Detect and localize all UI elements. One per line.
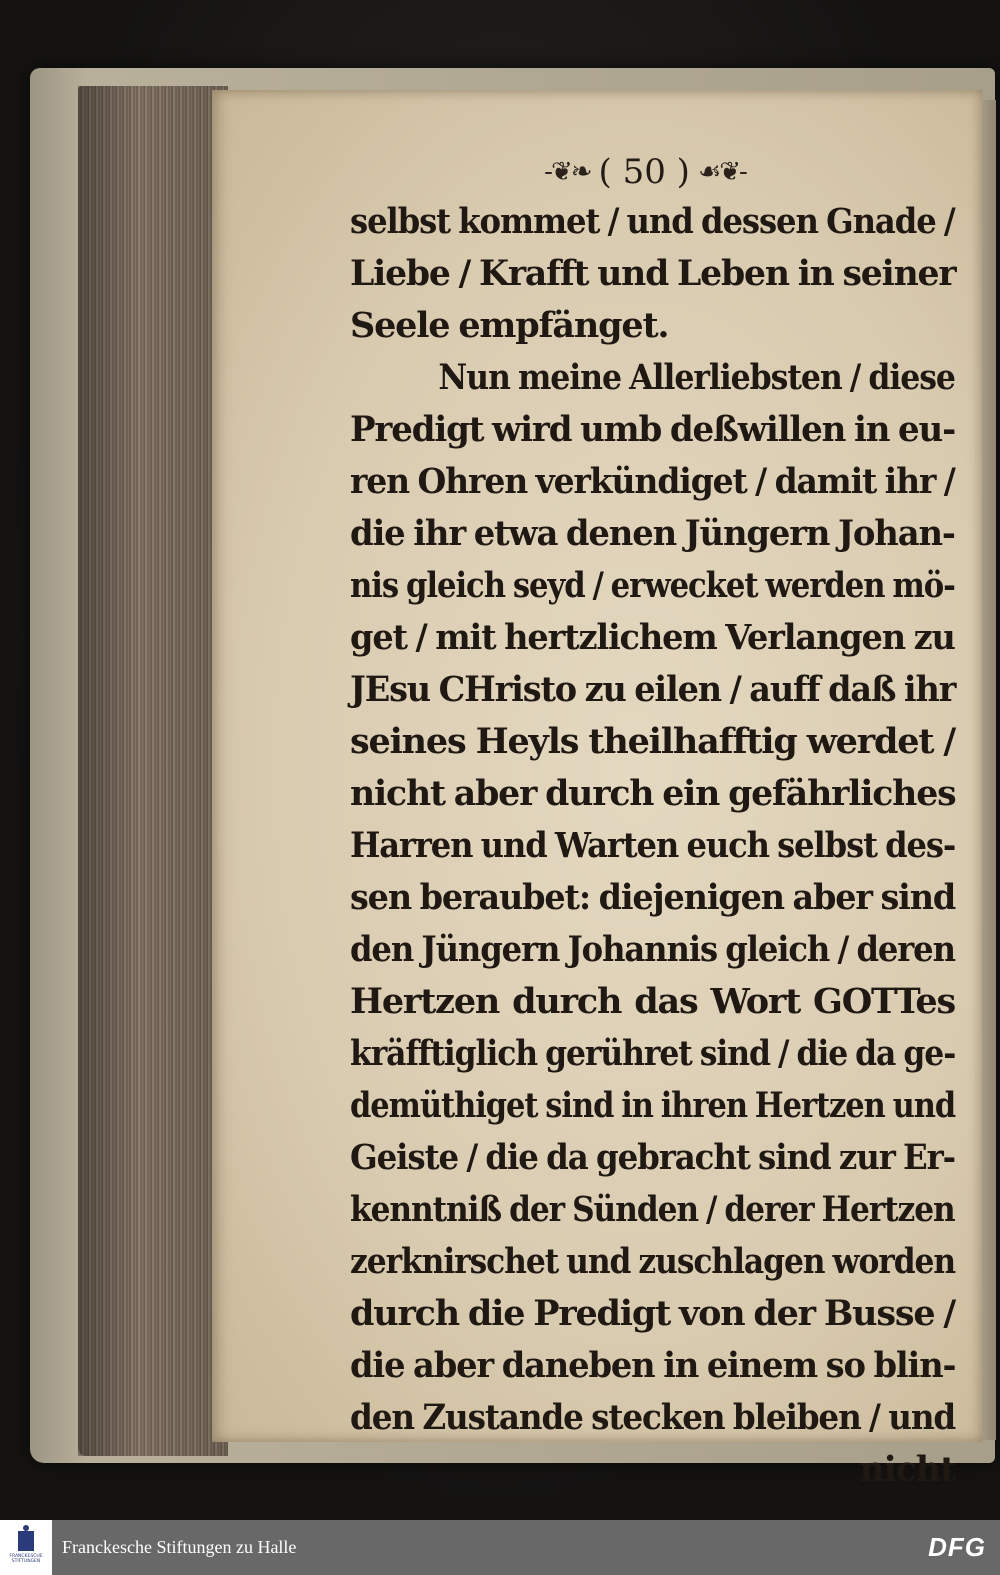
page-number: ( 50 ) (598, 152, 690, 192)
text-line: die aber daneben in einem so blin- (350, 1345, 956, 1386)
text-line: Geiste / die da gebracht sind zur Er- (350, 1137, 956, 1178)
text-line: durch die Predigt von der Busse / (350, 1293, 955, 1334)
dfg-logo[interactable]: DFG (928, 1532, 986, 1562)
text-line: nis gleich seyd / erwecket werden mö- (350, 565, 955, 606)
text-line: kräfftiglich gerühret sind / die da ge- (350, 1033, 956, 1074)
text-line: Predigt wird umb deßwillen in eu- (350, 409, 956, 450)
page-header (520, 148, 770, 196)
text-line: nicht aber durch ein gefährliches (350, 773, 956, 814)
text-line: kenntniß der Sünden / derer Hertzen (350, 1189, 955, 1230)
text-line: zerknirschet und zuschlagen worden (350, 1241, 956, 1282)
footer-bar (0, 1520, 1000, 1575)
text-line: die ihr etwa denen Jüngern Johan- (350, 513, 955, 554)
ornament-left-icon: -❦❧ (544, 157, 591, 187)
text-line: Seele empfänget. (350, 305, 669, 346)
text-line: Harren und Warten euch selbst des- (350, 825, 956, 866)
logo-caption: FRANCKESCHE STIFTUNGEN (9, 1554, 43, 1564)
text-line: Liebe / Krafft und Leben in seiner (350, 253, 956, 294)
text-line: get / mit hertzlichem Verlangen zu (350, 617, 955, 658)
text-line: seines Heyls theilhafftig werdet / (350, 721, 955, 762)
institution-logo[interactable] (0, 1520, 52, 1575)
text-line: demüthiget sind in ihren Hertzen und (350, 1085, 956, 1126)
text-line: selbst kommet / und dessen Gnade / (350, 201, 955, 242)
page-edges (78, 86, 228, 1456)
catchword: nicht (859, 1449, 955, 1490)
orphanage-icon (18, 1531, 34, 1551)
text-line: Hertzen durch das Wort GOTTes (350, 981, 955, 1022)
text-line: den Jüngern Johannis gleich / deren (350, 929, 955, 970)
text-line: sen beraubet: diejenigen aber sind (350, 877, 956, 918)
text-line: Nun meine Allerliebsten / diese (438, 357, 955, 398)
text-line: ren Ohren verkündiget / damit ihr / (350, 461, 955, 502)
ornament-right-icon: ☙❦- (697, 157, 746, 187)
institution-name[interactable]: Franckesche Stiftungen zu Halle (62, 1537, 297, 1557)
text-line: den Zustande stecken bleiben / und (350, 1397, 956, 1438)
text-line: JEsu CHristo zu eilen / auff daß ihr (350, 669, 956, 710)
page-text (350, 196, 955, 1496)
